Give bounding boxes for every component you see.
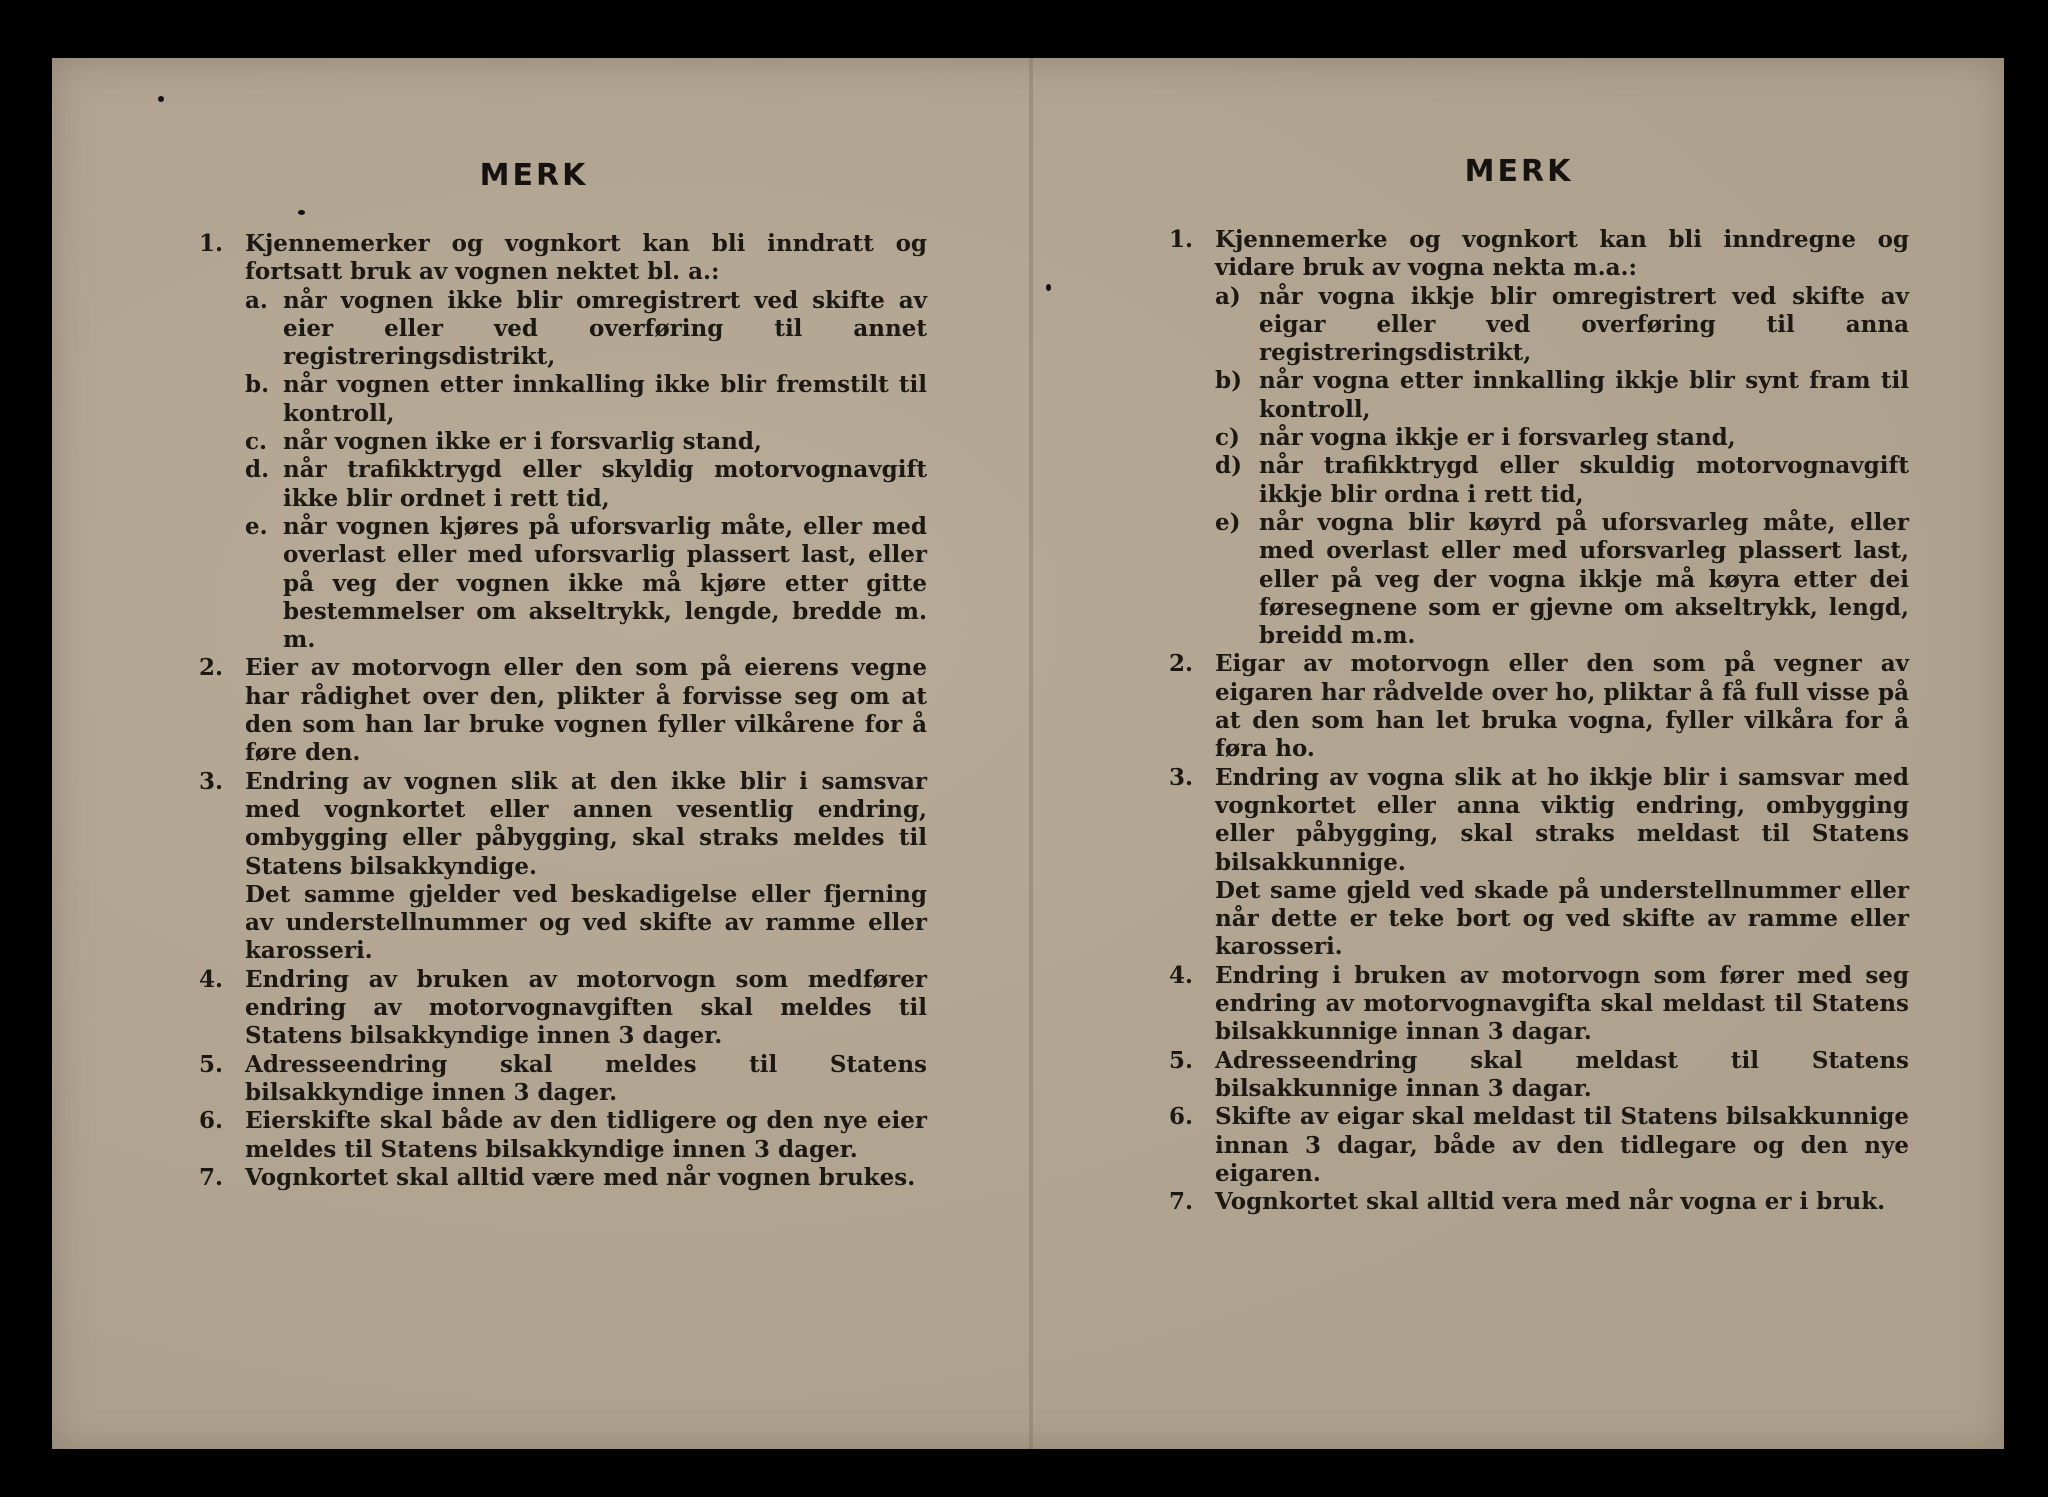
sub-letter: d.: [245, 456, 270, 484]
rules-list: [1169, 226, 1909, 1216]
rule-text: Endring av vognen slik at den ikke blir i samsvar med vognkortet eller annen vesentlig endring, ombygging eller påbygging, skal straks meldes til Statens bilsakkyndige.: [245, 767, 927, 880]
sub-letter: c): [1215, 424, 1240, 452]
sub-letter: d): [1215, 452, 1242, 480]
document-sheet: [52, 58, 2004, 1449]
rule-text-continued: Det samme gjelder ved beskadigelse eller fjerning av understellnummer og ved skifte av ramme eller karosseri.: [245, 880, 927, 965]
sub-text: når vognen ikke blir omregistrert ved skifte av eier eller ved overføring til annet registreringsdistrikt,: [283, 286, 927, 371]
rule-item: [199, 654, 927, 767]
rules-list: [199, 230, 927, 1192]
rule-text: Skifte av eigar skal meldast til Statens bilsakkunnige innan 3 dagar, både av den tidlegare og den nye eigaren.: [1215, 1103, 1909, 1187]
rule-number: 7.: [1169, 1188, 1194, 1216]
rule-item: [1169, 1188, 1909, 1216]
sub-letter: a.: [245, 286, 268, 314]
rule-item: [199, 1051, 927, 1108]
sub-letter: b.: [245, 371, 270, 399]
sub-item: [245, 428, 927, 456]
ink-speck: [158, 96, 164, 102]
rule-item: [199, 1107, 927, 1164]
rule-item: [1169, 962, 1909, 1047]
rule-number: 6.: [1169, 1103, 1194, 1131]
rule-number: 7.: [199, 1163, 224, 1191]
rule-item: [1169, 764, 1909, 962]
rule-number: 5.: [199, 1050, 224, 1078]
sub-item: [1215, 452, 1909, 509]
sub-item: [245, 513, 927, 654]
sub-item: [1215, 283, 1909, 368]
rule-number: 4.: [1169, 961, 1194, 989]
rule-text-continued: Det same gjeld ved skade på understellnummer eller når dette er teke bort og ved skifte av ramme eller karosseri.: [1215, 876, 1909, 961]
sub-text: når vogna blir køyrd på uforsvarleg måte, eller med overlast eller med uforsvarleg plassert last, eller på veg der vogna ikkje må køyra etter dei føresegnene som er gjevne om akseltrykk, lengd, breidd m.m.: [1259, 508, 1909, 650]
sub-letter: e.: [245, 512, 268, 540]
rule-number: 3.: [1169, 763, 1194, 791]
rule-text: Eier av motorvogn eller den som på eierens vegne har rådighet over den, plikter å forvisse seg om at den som han lar bruke vognen fyller vilkårene for å føre den.: [245, 654, 927, 767]
rule-item: [199, 966, 927, 1051]
rule-number: 2.: [199, 654, 224, 682]
rule-item: [199, 768, 927, 966]
rule-item: [1169, 650, 1909, 763]
page-title: MERK: [1464, 154, 1574, 189]
rule-item: [1169, 226, 1909, 650]
sub-item: [1215, 509, 1909, 650]
rule-item: [1169, 1047, 1909, 1104]
rule-item: [1169, 1103, 1909, 1188]
rule-number: 6.: [199, 1107, 224, 1135]
sub-letter: e): [1215, 508, 1241, 536]
sub-item: [245, 287, 927, 372]
ink-speck: [298, 210, 305, 215]
rule-number: 1.: [199, 230, 224, 257]
rule-text: Endring i bruken av motorvogn som fører med seg endring av motorvognavgifta skal meldast til Statens bilsakkunnige innan 3 dagar.: [1215, 961, 1909, 1046]
rule-text: Vognkortet skal alltid vera med når vogna er i bruk.: [1215, 1188, 1886, 1216]
rule-text: Adresseendring skal meldes til Statens bilsakkyndige innen 3 dager.: [245, 1050, 927, 1106]
sub-text: når vogna etter innkalling ikkje blir synt fram til kontroll,: [1259, 367, 1909, 423]
rule-number: 1.: [1169, 226, 1194, 253]
rule-number: 2.: [1169, 650, 1194, 678]
sub-text: når vogna ikkje er i forsvarleg stand,: [1259, 424, 1736, 452]
sub-item: [245, 371, 927, 428]
rule-item: [199, 230, 927, 654]
sub-text: når vognen kjøres på uforsvarlig måte, eller med overlast eller med uforsvarlig plassert last, eller på veg der vognen ikke må kjøre etter gitte bestemmelser om akseltrykk, lengde, bredde m. m.: [283, 512, 927, 654]
rule-text: Kjennemerker og vognkort kan bli inndratt og fortsatt bruk av vognen nektet bl. a.:: [245, 230, 927, 286]
rule-number: 5.: [1169, 1046, 1194, 1074]
page-title: MERK: [479, 158, 589, 193]
sub-text: når trafikktrygd eller skuldig motorvognavgift ikkje blir ordna i rett tid,: [1259, 452, 1909, 508]
center-fold: [1029, 58, 1033, 1449]
sub-text: når vogna ikkje blir omregistrert ved skifte av eigar eller ved overføring til anna registreringsdistrikt,: [1259, 282, 1909, 367]
rule-text: Eierskifte skal både av den tidligere og den nye eier meldes til Statens bilsakkyndige innen 3 dager.: [245, 1107, 927, 1163]
sub-text: når vognen etter innkalling ikke blir fremstilt til kontroll,: [283, 371, 927, 427]
rule-number: 4.: [199, 965, 224, 993]
sub-text: når trafikktrygd eller skyldig motorvognavgift ikke blir ordnet i rett tid,: [283, 456, 927, 512]
rule-item: [199, 1164, 927, 1192]
rule-text: Kjennemerke og vognkort kan bli inndregne og vidare bruk av vogna nekta m.a.:: [1215, 226, 1909, 282]
rule-text: Eigar av motorvogn eller den som på vegner av eigaren har rådvelde over ho, pliktar å få full visse på at den som han let bruka vogna, fyller vilkåra for å føra ho.: [1215, 650, 1909, 763]
sub-letter: a): [1215, 282, 1241, 310]
rule-text: Endring av bruken av motorvogn som medfører endring av motorvognavgiften skal meldes til Statens bilsakkyndige innen 3 dager.: [245, 965, 927, 1050]
sub-item: [1215, 424, 1909, 452]
sub-item: [245, 456, 927, 513]
rule-text: Vognkortet skal alltid være med når vognen brukes.: [245, 1163, 916, 1191]
rule-number: 3.: [199, 767, 224, 795]
rule-text: Adresseendring skal meldast til Statens bilsakkunnige innan 3 dagar.: [1215, 1046, 1909, 1102]
sub-item: [1215, 367, 1909, 424]
ink-speck: [1046, 284, 1051, 291]
rule-text: Endring av vogna slik at ho ikkje blir i samsvar med vognkortet eller anna viktig endring, ombygging eller påbygging, skal straks meldast til Statens bilsakkunnige.: [1215, 763, 1909, 876]
sub-letter: b): [1215, 367, 1242, 395]
sub-letter: c.: [245, 428, 268, 456]
sub-text: når vognen ikke er i forsvarlig stand,: [283, 428, 762, 456]
